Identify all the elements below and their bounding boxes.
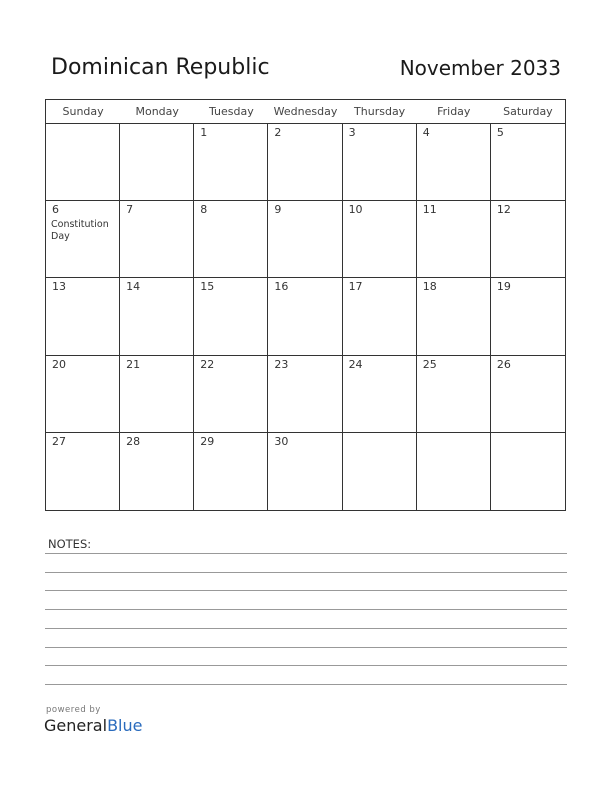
day-cell[interactable] xyxy=(46,356,120,433)
day-number: 5 xyxy=(496,126,504,139)
day-cell[interactable] xyxy=(120,278,194,355)
day-cell[interactable] xyxy=(268,433,342,510)
weekday-header-thursday: Thursday xyxy=(343,100,417,124)
day-number: 25 xyxy=(422,357,437,371)
country-title: Dominican Republic xyxy=(51,55,270,80)
day-cell[interactable] xyxy=(268,356,342,433)
day-number: 12 xyxy=(496,203,511,217)
day-cell[interactable] xyxy=(343,124,417,201)
day-cell[interactable] xyxy=(491,356,565,433)
day-cell[interactable] xyxy=(194,356,268,433)
day-cell[interactable] xyxy=(343,433,417,510)
day-cell[interactable] xyxy=(120,433,194,510)
day-cell[interactable] xyxy=(417,433,491,510)
day-cell[interactable] xyxy=(120,124,194,201)
day-cell[interactable] xyxy=(491,433,565,510)
day-number: 16 xyxy=(274,280,289,294)
day-cell[interactable] xyxy=(194,201,268,278)
brand-general: General xyxy=(44,716,108,735)
day-number: 23 xyxy=(274,357,289,371)
day-number: 4 xyxy=(422,126,430,139)
day-cell[interactable] xyxy=(343,201,417,278)
month-year-title: November 2033 xyxy=(399,56,561,80)
day-number: 27 xyxy=(52,434,66,448)
day-number: 28 xyxy=(126,434,141,448)
day-number: 26 xyxy=(496,357,511,371)
day-cell[interactable] xyxy=(194,278,268,355)
day-number: 8 xyxy=(200,203,208,217)
day-cell[interactable] xyxy=(491,201,565,278)
day-cell[interactable] xyxy=(417,201,491,278)
note-line xyxy=(45,553,567,554)
day-cell[interactable] xyxy=(268,278,342,355)
day-cell[interactable] xyxy=(343,278,417,355)
day-number: 30 xyxy=(274,434,289,448)
day-number: 20 xyxy=(52,357,66,371)
day-cell[interactable] xyxy=(120,356,194,433)
day-cell[interactable] xyxy=(491,278,565,355)
note-line xyxy=(45,684,567,685)
weekday-header-saturday: Saturday xyxy=(491,100,565,124)
day-number: 2 xyxy=(274,126,282,139)
holiday-label: Constitution Day xyxy=(51,219,109,243)
weekday-header-monday: Monday xyxy=(120,100,194,124)
day-cell[interactable] xyxy=(417,124,491,201)
note-line xyxy=(45,572,567,573)
calendar-grid xyxy=(45,99,566,511)
day-number: 7 xyxy=(126,203,134,217)
day-cell[interactable] xyxy=(46,433,120,510)
day-cell[interactable] xyxy=(417,356,491,433)
weekday-header-wednesday: Wednesday xyxy=(268,100,342,124)
day-number: 15 xyxy=(200,280,215,294)
day-cell[interactable] xyxy=(194,124,268,201)
day-number: 6 xyxy=(52,203,59,217)
brand-blue: Blue xyxy=(107,716,143,735)
day-number: 14 xyxy=(126,280,141,294)
day-cell[interactable] xyxy=(46,124,120,201)
day-number: 1 xyxy=(200,126,208,139)
note-line xyxy=(45,609,567,610)
day-number: 19 xyxy=(496,280,511,294)
day-number: 13 xyxy=(52,280,66,294)
day-cell[interactable] xyxy=(343,356,417,433)
day-cell[interactable] xyxy=(46,201,120,278)
day-number: 3 xyxy=(348,126,356,139)
day-number: 29 xyxy=(200,434,215,448)
day-number: 11 xyxy=(422,203,437,217)
day-number: 17 xyxy=(348,280,363,294)
day-cell[interactable] xyxy=(194,433,268,510)
day-cell[interactable] xyxy=(268,201,342,278)
note-line xyxy=(45,590,567,591)
day-cell[interactable] xyxy=(46,278,120,355)
day-cell[interactable] xyxy=(120,201,194,278)
day-number: 10 xyxy=(348,203,363,217)
day-number: 22 xyxy=(200,357,215,371)
day-cell[interactable] xyxy=(268,124,342,201)
day-cell[interactable] xyxy=(491,124,565,201)
day-cell[interactable] xyxy=(417,278,491,355)
weekday-header-friday: Friday xyxy=(417,100,491,124)
weekday-header-sunday: Sunday xyxy=(46,100,120,124)
powered-by-text: powered by xyxy=(46,705,101,715)
day-number: 24 xyxy=(348,357,363,371)
note-line xyxy=(45,628,567,629)
day-number: 21 xyxy=(126,357,141,371)
day-number: 18 xyxy=(422,280,437,294)
day-number: 9 xyxy=(274,203,282,217)
notes-label: NOTES: xyxy=(48,537,92,551)
weekday-header-tuesday: Tuesday xyxy=(194,100,268,124)
note-line xyxy=(45,665,567,666)
note-line xyxy=(45,647,567,648)
brand-logo[interactable] xyxy=(44,716,142,735)
